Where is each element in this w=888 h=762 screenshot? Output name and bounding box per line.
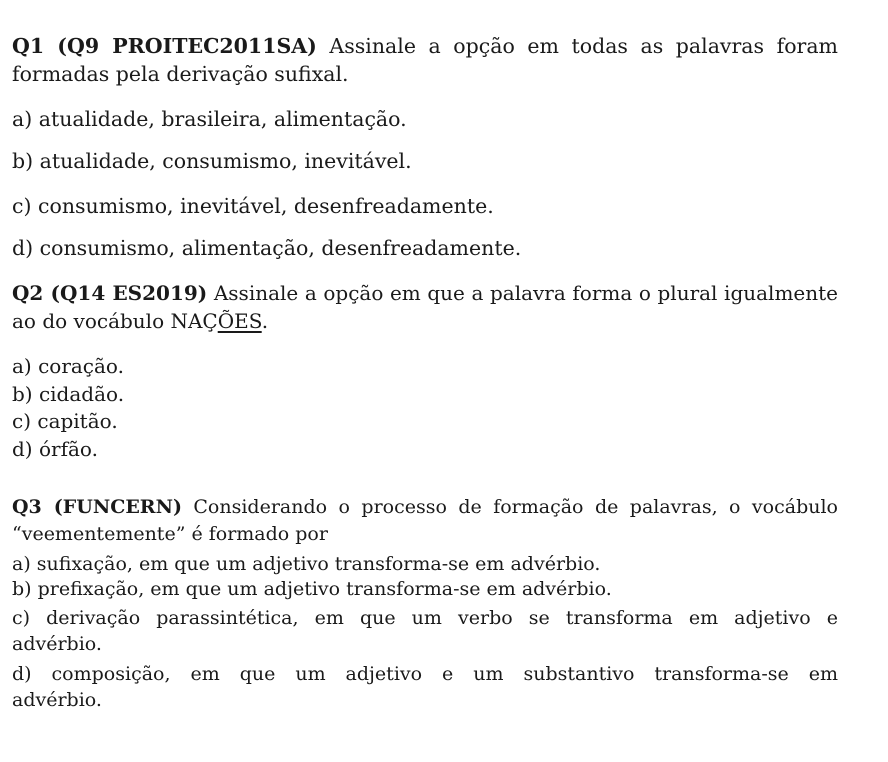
q2-stem-line-2 [12, 309, 268, 333]
q3-stem-text: Considerando o processo de formação de palavras, o vocábulo [181, 496, 838, 518]
q3-stem-line-1 [12, 495, 838, 519]
q2-underlined-ending: ÕES [217, 309, 262, 333]
q2-stem-line-1 [12, 281, 838, 305]
q2-label: Q2 (Q14 ES2019) [12, 281, 208, 305]
q3-option-d-line-2: advérbio. [12, 689, 102, 711]
q3-option-c-line-1: c) derivação parassintética, em que um verbo se transforma em adjetivo e [12, 607, 838, 629]
q2-option-b: b) cidadão. [12, 382, 125, 406]
q1-option-a: a) atualidade, brasileira, alimentação. [12, 107, 407, 131]
q3-stem-line-2: “veementemente” é formado por [12, 523, 328, 545]
q2-option-d: d) órfão. [12, 437, 98, 461]
q3-option-d-line-1: d) composição, em que um adjetivo e um substantivo transforma-se em [12, 663, 838, 685]
q3-option-c-line-2: advérbio. [12, 633, 102, 655]
q1-label: Q1 (Q9 PROITEC2011SA) [12, 34, 317, 58]
q3-option-b: b) prefixação, em que um adjetivo transforma-se em advérbio. [12, 578, 612, 600]
q2-option-c: c) capitão. [12, 409, 118, 433]
q1-stem-text: Assinale a opção em todas as palavras foram [316, 34, 838, 58]
q1-stem-line-1 [12, 34, 838, 58]
q1-option-b: b) atualidade, consumismo, inevitável. [12, 149, 412, 173]
q1-option-d: d) consumismo, alimentação, desenfreadamente. [12, 236, 522, 260]
q1-stem-line-2: formadas pela derivação sufixal. [12, 62, 349, 86]
q2-stem-text-end: . [261, 309, 269, 333]
q3-option-a: a) sufixação, em que um adjetivo transforma-se em advérbio. [12, 553, 601, 575]
q3-label: Q3 (FUNCERN) [12, 496, 182, 518]
q2-stem-text: Assinale a opção em que a palavra forma o plural igualmente [207, 281, 838, 305]
q2-stem-text-start: ao do vocábulo NAÇ [12, 309, 218, 333]
q1-option-c: c) consumismo, inevitável, desenfreadamente. [12, 194, 494, 218]
q2-option-a: a) coração. [12, 354, 124, 378]
